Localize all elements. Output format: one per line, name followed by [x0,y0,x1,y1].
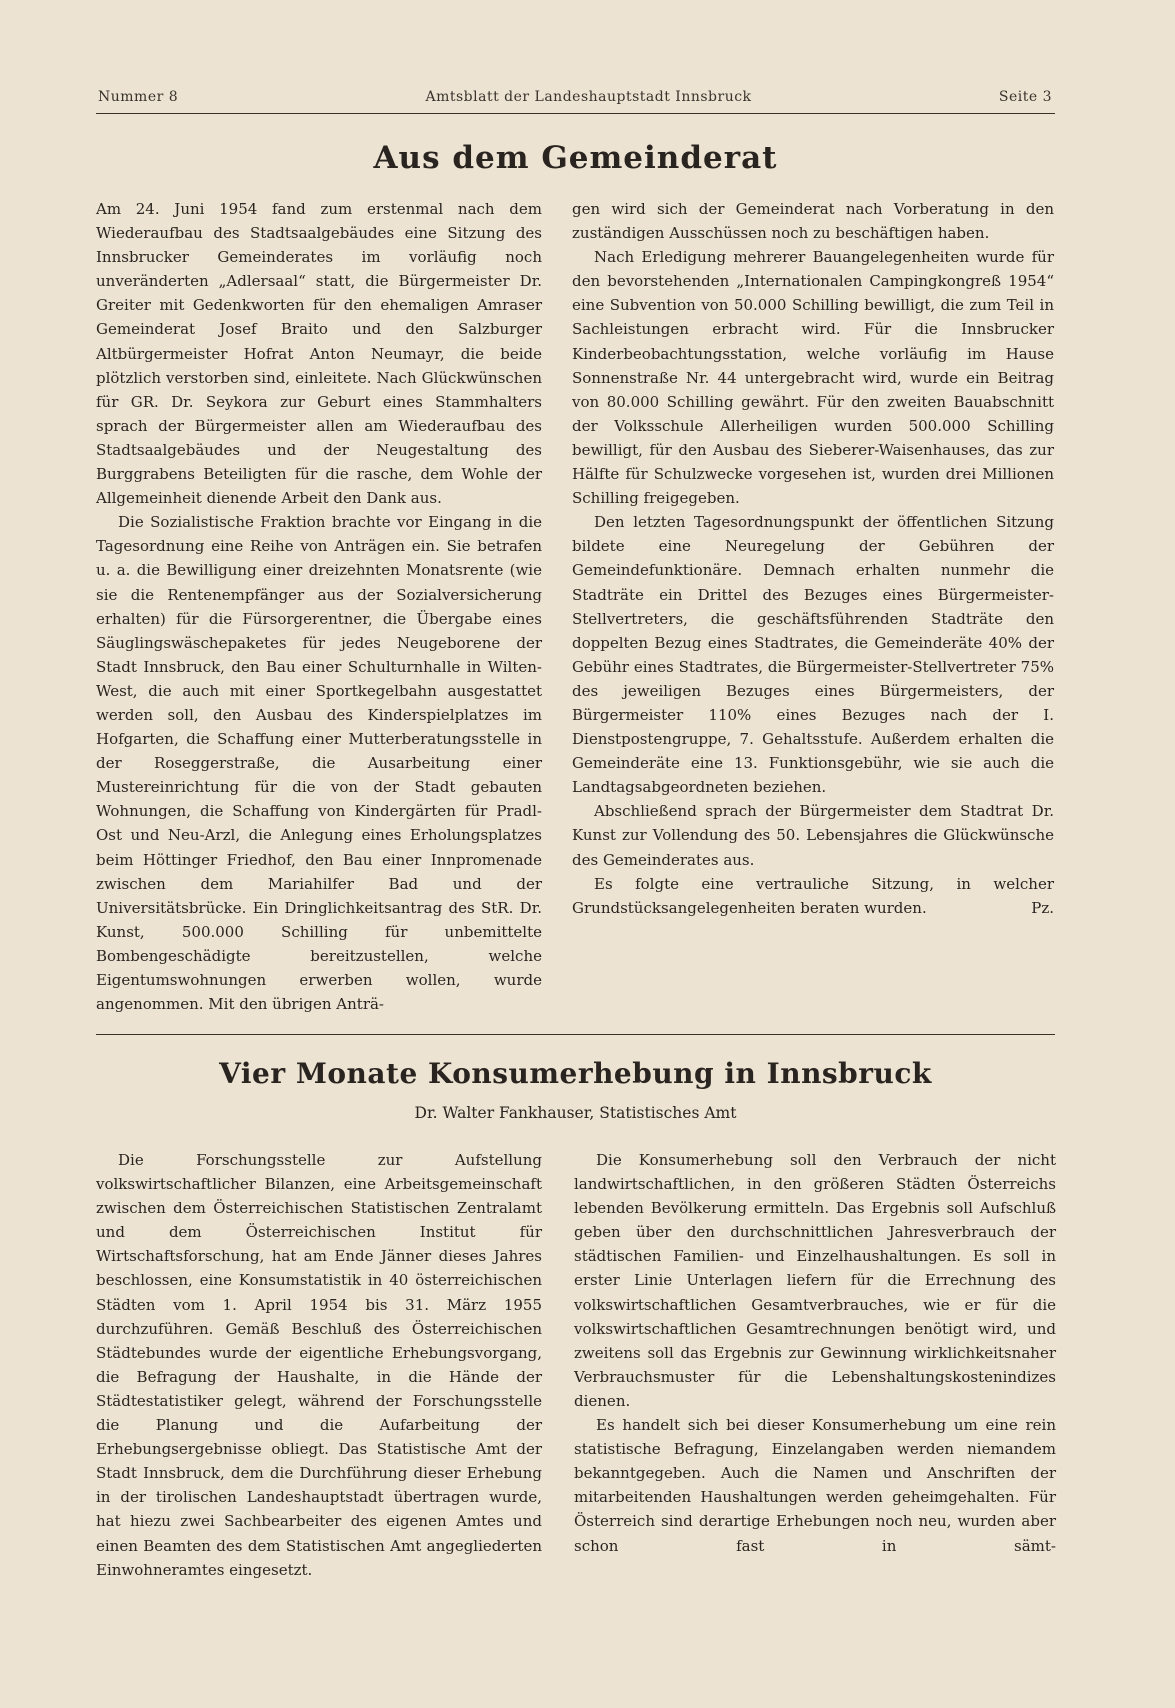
page-number: Seite 3 [998,89,1052,105]
running-head [98,89,1052,105]
header-rule [96,113,1055,114]
publication-title: Amtsblatt der Landeshauptstadt Innsbruck [425,89,752,105]
article-title: Vier Monate Konsumerhebung in Innsbruck [219,1057,932,1090]
paragraph: Abschließend sprach der Bürgermeister dem Stadtrat Dr. Kunst zur Vollendung des 50. Lebensjahres die Glückwünsche des Gemeinderates aus. [572,802,1054,869]
paragraph: Die Forschungsstelle zur Aufstellung volkswirtschaftlicher Bilanzen, eine Arbeitsgemeinschaft zwischen dem Österreichischen Statistischen Zentralamt und dem Österreichischen Institut für Wirtschaftsforschung, hat am Ende Jänner dieses Jahres beschlossen, eine Konsumstatistik in 40 österreichischen Städten vom 1. April 1954 bis 31. März 1955 durchzuführen. Gemäß Beschluß des Österreichischen Städtebundes wurde der eigentliche Erhebungsvorgang, die Befragung der Haushalte, in die Hände der Städtestatistiker gelegt, während der Forschungsstelle die Planung und die Aufarbeitung der Erhebungsergebnisse obliegt. Das Statistische Amt der Stadt Innsbruck, dem die Durchführung dieser Erhebung in der tirolischen Landeshauptstadt übertragen wurde, hat hiezu zwei Sachbearbeiter des eigenen Amtes und einen Beamten des dem Statistischen Amt angegliederten Einwohneramtes eingesetzt. [96,1151,542,1579]
article1-column-left [96,197,542,1016]
paragraph: Die Sozialistische Fraktion brachte vor Eingang in die Tagesordnung eine Reihe von Anträgen ein. Sie betrafen u. a. die Bewilligung einer dreizehnten Monatsrente (wie sie die Rentenempfänger aus der Sozialversicherung erhalten) für die Fürsorgerentner, die Übergabe eines Säuglingswäschepaketes für jedes Neugeborene der Stadt Innsbruck, den Bau einer Schulturnhalle in Wilten-West, die auch mit einer Sportkegelbahn ausgestattet werden soll, den Ausbau des Kinderspielplatzes im Hofgarten, die Schaffung einer Mutterberatungsstelle in der Roseggerstraße, die Ausarbeitung einer Mustereinrichtung für die von der Stadt gebauten Wohnungen, die Schaffung von Kindergärten für Pradl-Ost und Neu-Arzl, die Anlegung eines Erholungsplatzes beim Höttinger Friedhof, den Bau einer Innpromenade zwischen dem Mariahilfer Bad und der Universitätsbrücke. Ein Dringlichkeitsantrag des StR. Dr. Kunst, 500.000 Schilling für unbemittelte Bombengeschädigte bereitzustellen, welche Eigentumswohnungen erwerben wollen, wurde angenommen. Mit den übrigen Anträ- [96,513,542,1014]
paragraph: Den letzten Tagesordnungspunkt der öffentlichen Sitzung bildete eine Neuregelung der Gebühren der Gemeindefunktionäre. Demnach erhalten nunmehr die Stadträte ein Drittel des Bezuges eines Bürgermeister-Stellvertreters, die geschäftsführenden Stadträte den doppelten Bezug eines Stadtrates, die Gemeinderäte 40% der Gebühr eines Stadtrates, die Bürgermeister-Stellvertreter 75% des jeweiligen Bezuges eines Bürgermeisters, der Bürgermeister 110% eines Bezuges nach der I. Dienstpostengruppe, 7. Gehaltsstufe. Außerdem erhalten die Gemeinderäte eine 13. Funktionsgebühr, wie sie auch die Landtagsabgeordneten beziehen. [572,513,1054,797]
paragraph: Die Konsumerhebung soll den Verbrauch der nicht landwirtschaftlichen, in den größeren Städten Österreichs lebenden Bevölkerung ermitteln. Das Ergebnis soll Aufschluß geben über den durchschnittlichen Jahresverbrauch der städtischen Familien- und Einzelhaushaltungen. Es soll in erster Linie Unterlagen liefern für die Errechnung des volkswirtschaftlichen Gesamtverbrauches, wie er für die volkswirtschaftlichen Gesamtrechnungen benötigt wird, und zweitens soll das Ergebnis zur Gewinnung wirklichkeitsnaher Verbrauchsmuster für die Lebenshaltungskostenindizes dienen. [574,1151,1056,1410]
article2-column-left [96,1148,542,1582]
paragraph: Am 24. Juni 1954 fand zum erstenmal nach dem Wiederaufbau des Stadtsaalgebäudes eine Sitzung des Innsbrucker Gemeinderates im vorläufig noch unveränderten „Adlersaal“ statt, die Bürgermeister Dr. Greiter mit Gedenkworten für den ehemaligen Amraser Gemeinderat Josef Braito und den Salzburger Altbürgermeister Hofrat Anton Neumayr, die beide plötzlich verstorben sind, einleitete. Nach Glückwünschen für GR. Dr. Seykora zur Geburt eines Stammhalters sprach der Bürgermeister allen am Wiederaufbau des Stadtsaalgebäudes und der Neugestaltung des Burggrabens Beteiligten für die rasche, dem Wohle der Allgemeinheit dienende Arbeit den Dank aus. [96,200,542,508]
paragraph: Es handelt sich bei dieser Konsumerhebung um eine rein statistische Befragung, Einzelangaben werden niemandem bekanntgegeben. Auch die Namen und Anschriften der mitarbeitenden Haushaltungen werden geheimgehalten. Für Österreich sind derartige Erhebungen noch neu, wurden aber schon fast in sämt- [574,1416,1056,1555]
article1-column-right [572,197,1054,920]
paragraph: Nach Erledigung mehrerer Bauangelegenheiten wurde für den bevorstehenden „Internationalen Campingkongreß 1954“ eine Subvention von 50.000 Schilling bewilligt, die zum Teil in Sachleistungen erbracht wird. Für die Innsbrucker Kinderbeobachtungsstation, welche vorläufig im Hause Sonnenstraße Nr. 44 untergebracht wird, wurde ein Beitrag von 80.000 Schilling gewährt. Für den zweiten Bauabschnitt der Volksschule Allerheiligen wurden 500.000 Schilling bewilligt, für den Ausbau des Sieberer-Waisenhauses, das zur Hälfte für Schulzwecke vorgesehen ist, wurden drei Millionen Schilling freigegeben. [572,248,1054,508]
paragraph-text: Es folgte eine vertrauliche Sitzung, in welcher Grundstücksangelegenheiten beraten wurden. [572,874,1054,917]
author-signature: Pz. [1031,898,1054,917]
article-title: Aus dem Gemeinderat [373,140,778,176]
section-rule [96,1034,1055,1035]
article2-column-right [574,1148,1056,1558]
paragraph: gen wird sich der Gemeinderat nach Vorberatung in den zuständigen Ausschüssen noch zu beschäftigen haben. [572,200,1054,243]
paragraph-final [572,872,1054,920]
issue-number: Nummer 8 [98,89,179,105]
byline: Dr. Walter Fankhauser, Statistisches Amt [414,1104,737,1122]
